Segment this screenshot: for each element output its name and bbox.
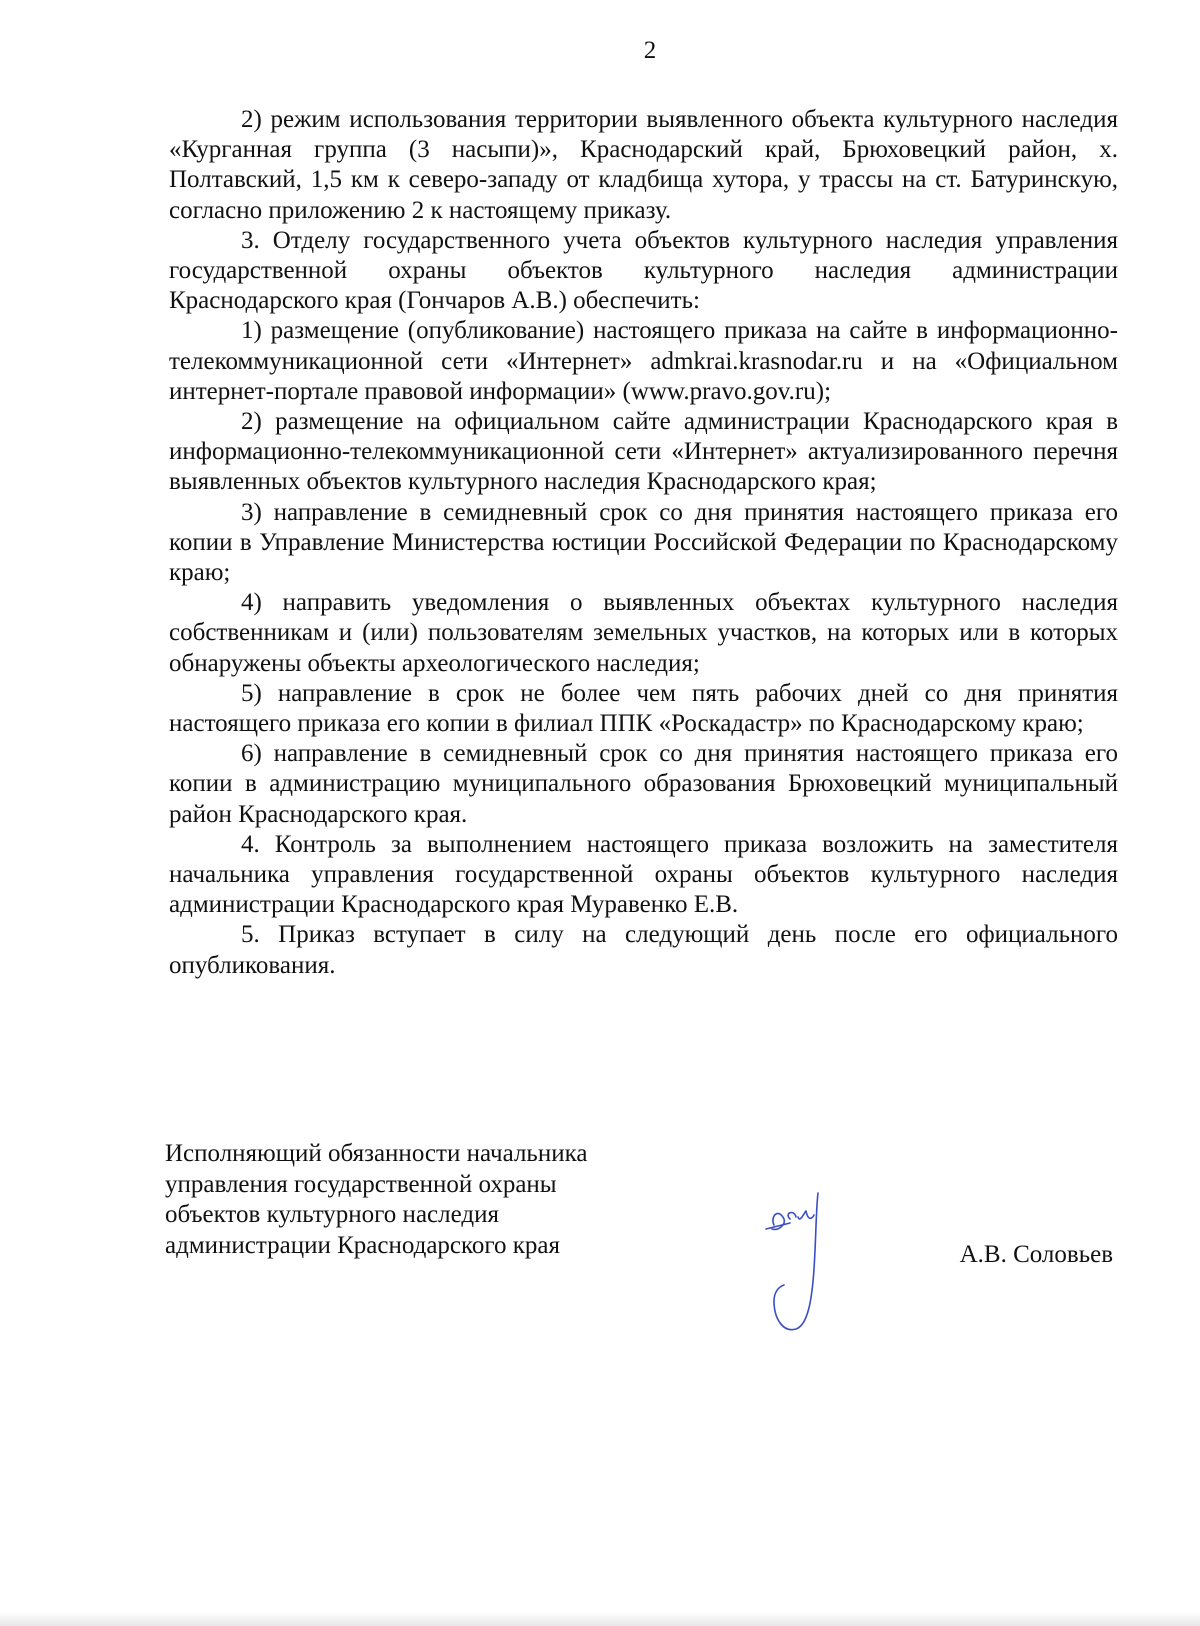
document-body: [169, 105, 1118, 981]
paragraph-territory-regime: 2) режим использования территории выявленного объекта культурного наследия «Курганная группа (3 насыпи)», Краснодарский край, Брюховецкий район, х. Полтавский, 1,5 км к северо-западу от кладбища хутора, у трассы на ст. Батуринскую, согласно приложению 2 к настоящему приказу.: [169, 106, 1118, 224]
subitem-2-website-list: 2) размещение на официальном сайте администрации Краснодарского края в информационно-телекоммуникационной сети «Интернет» актуализированного перечня выявленных объектов культурного наследия Краснодарского края;: [169, 408, 1118, 496]
paragraph-item-5-effective-date: 5. Приказ вступает в силу на следующий день после его официального опубликования.: [169, 921, 1118, 979]
subitem-6-municipal-administration: 6) направление в семидневный срок со дня принятия настоящего приказа его копии в администрацию муниципального образования Брюховецкий муниципальный район Краснодарского края.: [169, 740, 1118, 828]
signature-block: [165, 1139, 1115, 1339]
signer-title-line: администрации Краснодарского края: [165, 1231, 561, 1259]
signer-title-line: управления государственной охраны: [165, 1170, 557, 1198]
signer-title-line: Исполняющий обязанности начальника: [165, 1140, 588, 1167]
subitem-5-roskadastr: 5) направление в срок не более чем пять рабочих дней со дня принятия настоящего приказа его копии в филиал ППК «Роскадастр» по Краснодарскому краю;: [169, 679, 1118, 738]
subitem-3-ministry-of-justice: 3) направление в семидневный срок со дня принятия настоящего приказа его копии в Управление Министерства юстиции Российской Федерации по Краснодарскому краю;: [169, 498, 1118, 587]
paragraph-item-4-control: 4. Контроль за выполнением настоящего приказа возложить на заместителя начальника управления государственной охраны объектов культурного наследия администрации Краснодарского края Муравенко Е.В.: [169, 830, 1118, 919]
handwritten-signature: [760, 1189, 850, 1339]
signer-title: [165, 1139, 587, 1261]
signer-name: А.В. Соловьев: [959, 1241, 1113, 1268]
paragraph-item-3: 3. Отделу государственного учета объектов культурного наследия управления государственной охраны объектов культурного наследия администрации Краснодарского края (Гончаров А.В.) обеспечить:: [169, 226, 1118, 315]
scan-bottom-edge: [0, 1612, 1200, 1626]
subitem-1-publication: 1) размещение (опубликование) настоящего приказа на сайте в информационно-телекоммуникационной сети «Интернет» admkrai.krasnodar.ru и на «Официальном интернет-портале правовой информации» (www.pravo.gov.ru);: [169, 317, 1118, 405]
page-number: 2: [643, 37, 657, 64]
signer-title-line: объектов культурного наследия: [165, 1201, 499, 1228]
subitem-4-notifications: 4) направить уведомления о выявленных объектах культурного наследия собственникам и (или) пользователям земельных участков, на которых или в которых обнаружены объекты археологического наследия;: [169, 589, 1118, 677]
